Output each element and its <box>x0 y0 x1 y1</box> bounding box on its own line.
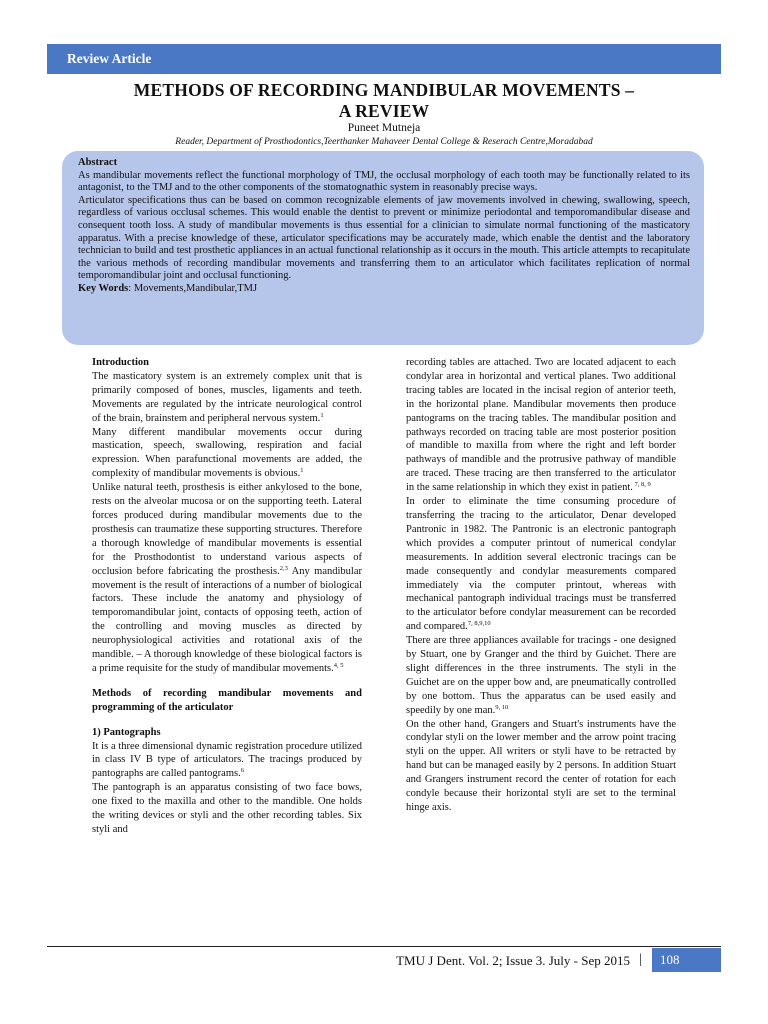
footer-divider <box>47 946 721 947</box>
intro-paragraph-2: Many different mandibular movements occur during mastication, speech, swallowing, respiration and facial expression. When parafunctional movements are added, the complexity of mandibular movements is obvious.$^1$ <box>92 426 362 480</box>
author-name: Puneet Mutneja <box>347 122 421 134</box>
intro-paragraph-1: The masticatory system is an extremely complex unit that is primarily composed of bones, muscles, ligaments and teeth. Movements are regulated by the intricate neurological control of the brain, brainstem and peripheral nervous system.$^1$ <box>92 370 362 424</box>
citation-ref: 9, 10 <box>495 703 509 711</box>
right-column <box>406 356 676 815</box>
title-line-2: A REVIEW <box>338 101 430 121</box>
methods-heading: Methods of recording mandibular movements and programming of the articulator <box>92 687 362 713</box>
left-column <box>92 356 362 837</box>
citation-ref: 7, 8,9,10 <box>467 620 491 628</box>
citation-ref: 4, 5 <box>333 661 344 669</box>
keywords-text: : Movements,Mandibular,TMJ <box>128 282 258 294</box>
right-paragraph-4: On the other hand, Grangers and Stuart's instruments have the condylar styli on the lower member and the arrow point tracing styli on the upper. All writers or styli have to be retracted by hand but can be managed easily by 2 persons. In addition Stuart and Grangers instrument record the center of rotation for each condyle because their horizontal styli are set to the terminal hinge axis. <box>406 718 676 813</box>
author-affiliation: Reader, Department of Prosthodontics,Teerthanker Mahaveer Dental College & Reserach Centre,Moradabad <box>175 137 593 147</box>
right-paragraph-1: recording tables are attached. Two are located adjacent to each condylar area in horizontal and vertical planes. Two additional tracing tables are located in the incisal region of anterior teeth, in the horizontal plane. Mandibular movements then produce pantograms on the tracing tables. The mandibular position and pathways recorded on tracing table are most posterior position of mandible to maxilla from where the right and left border pathways of mandible and the protrusive pathway of mandible are traced. These tracing are then transferred to the articulator in the same relationship in which they exist in patient. $^{7, 8, 9}$ <box>406 357 676 494</box>
abstract-paragraph-1: As mandibular movements reflect the functional morphology of TMJ, the occlusal morphology of each tooth may be functionally related to its antagonist, to the TMJ and to the other components of the stomatognathic system in reasonably precise ways. <box>78 169 690 194</box>
pantographs-paragraph-1: It is a three dimensional dynamic registration procedure utilized in class IV B type of articulators. The tracings produced by pantographs are called pantograms.$^6$ <box>92 740 362 780</box>
citation-ref: 2,3 <box>279 564 288 572</box>
page-number: 108 <box>660 952 680 967</box>
citation-ref: 6 <box>240 767 244 775</box>
section-label: Review Article <box>67 51 152 66</box>
abstract-heading: Abstract <box>78 157 118 168</box>
citation-ref: 7, 8, 9 <box>632 481 651 489</box>
abstract-box <box>62 151 704 345</box>
article-title <box>47 80 721 122</box>
pantographs-paragraph-2: The pantograph is an apparatus consisting of two face bows, one fixed to the maxilla and other to the mandible. One holds the writing devices or styli and the other recording tables. Six styli and <box>92 782 362 835</box>
title-line-1: METHODS OF RECORDING MANDIBULAR MOVEMENTS – <box>133 80 635 100</box>
citation-ref: 1 <box>320 411 324 419</box>
section-banner <box>47 44 721 74</box>
journal-citation: TMU J Dent. Vol. 2; Issue 3. July - Sep 2015 <box>396 953 630 968</box>
footer-separator: | <box>639 952 642 967</box>
intro-paragraph-3: Unlike natural teeth, prosthesis is either ankylosed to the bone, rests on the alveolar mucosa or on the supporting teeth. Lateral forces produced during mandibular movements due to the prosthesis can traumatize these supporting structures. Therefore a thorough knowledge of mandibular movements is essential for the Prosthodontist to understand various aspects of occlusion before fabricating the prosthesis.$^{2,3}$ Any mandibular movement is the result of interactions of a number of biological factors. These include the anatomy and physiology of temporomandibular joint, contacts of opposing teeth, action of the controlling and moving muscles as directed by neurophysiological activities and rotational axis of the mandible. – A thorough knowledge of these biological factors is a prime requisite for the study of mandibular movements.$^{4, 5}$ <box>92 482 363 674</box>
abstract-paragraph-2: Articulator specifications thus can be based on common recognizable elements of jaw movements involved in chewing, swallowing, speech, regardless of various occlusal schemes. This would enable the dentist to prevent or minimize periodontal and temporomandibular disease and consequent tooth loss. A study of mandibular movements is thus essential for a clinician to simulate normal functioning of the masticatory apparatus. With a precise knowledge of these, articulator specifications may be accurately made, which enable the dentist and the laboratory technician to build and test prosthetic appliances in an actual functional relationship as it occurs in the mouth. This article attempts to recapitulate the various methods of recording mandibular movements and transferring them to an articulator which facilitates replication of normal temporomandibular joint and occlusal functioning. <box>78 194 690 282</box>
keywords-line <box>78 283 690 296</box>
introduction-heading: Introduction <box>92 357 149 368</box>
right-paragraph-2: In order to eliminate the time consuming procedure of transferring the tracing to the articulator, Denar developed Pantronic in 1982. The Pantronic is an electronic pantograph which provides a computer printout of numerical condylar measurements. In addition several electronic tracings can be made consequently and condylar measurements compared immediately via the computer printout, whereas with mechanical pantograph individual tracings must be transferred to the articulator before condylar measurement can be recorded and compared.$^{7, 8,9,10}$ <box>406 496 676 633</box>
pantographs-heading: 1) Pantographs <box>92 726 161 738</box>
right-paragraph-3: There are three appliances available for tracings - one designed by Stuart, one by Granger and the third by Guichet. There are slight differences in the three instruments. The styli in the Guichet are on the upper bow and, are pneumatically controlled by one bottom. Thus the apparatus can be used easily and speedily by one man.$^{9, 10}$ <box>406 635 676 716</box>
page-number-box <box>652 948 721 972</box>
citation-ref: 1 <box>300 467 304 475</box>
keywords-label: Key Words <box>78 282 129 294</box>
